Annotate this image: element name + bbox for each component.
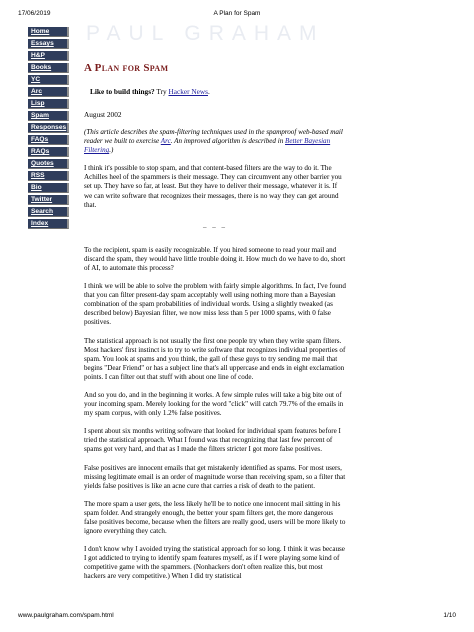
intro-text-b: . An improved algorithm is described in (170, 137, 286, 146)
promo-line (84, 87, 346, 96)
nav-item-home[interactable]: Home (28, 27, 69, 37)
better-bayesian-link[interactable]: Better Bayesian Filtering (84, 137, 331, 155)
print-header (18, 10, 456, 20)
print-footer (18, 612, 456, 622)
article (84, 62, 346, 582)
nav-item-hp[interactable]: H&P (28, 51, 69, 61)
nav-item-arc[interactable]: Arc (28, 87, 69, 97)
nav-item-spam[interactable]: Spam (28, 111, 69, 121)
paragraph-2: To the recipient, spam is easily recognizable. If you hired someone to read your mail and discard the spam, they would have little trouble doing it. How much do we have to do, short of AI, to automate this process? (84, 245, 346, 272)
article-intro (84, 128, 346, 155)
paragraph-6: I spent about six months writing software that looked for individual spam features before I tried the statistical approach. What I found was that recognizing that last few percent of spams got very hard, and that as I made the filters stricter I got more false positives. (84, 427, 341, 454)
paragraph-3: I think we will be able to solve the problem with fairly simple algorithms. In fact, I've found that you can filter present-day spam acceptably well using nothing more than a Bayesian combination of the spam probabilities of individual words. Using a slightly tweaked (as described below) Bayesian filter, we now miss less than 5 per 1000 spams, with 0 false positives. (84, 282, 346, 327)
print-page-title: A Plan for Spam (213, 10, 261, 17)
print-date: 17/06/2019 (18, 10, 51, 17)
nav-item-books[interactable]: Books (28, 63, 69, 73)
article-title: A Plan for Spam (84, 62, 169, 74)
paragraph-4: The statistical approach is not usually the first one people try when they write spam filters. Most hackers' first instinct is to try to write software that recognizes individual properties of spam. You look at spams and you think, the gall of these guys to try sending me mail that begins "Dear Friend" or has a subject line that's all uppercase and ends in eight exclamation points. I can filter out that stuff with about one line of code. (84, 336, 346, 381)
nav-item-rss[interactable]: RSS (28, 171, 69, 181)
nav-item-quotes[interactable]: Quotes (28, 159, 69, 169)
nav-item-lisp[interactable]: Lisp (28, 99, 69, 109)
nav-item-raqs[interactable]: RAQs (28, 147, 69, 157)
paragraph-9: I don't know why I avoided trying the statistical approach for so long. I think it was because I got addicted to trying to identify spam features myself, as if I were playing some kind of competitive game with the spammers. (Nonhackers don't often realize this, but most hackers are very competitive.) When I did try statistical (84, 545, 345, 581)
article-date: August 2002 (84, 110, 122, 119)
paragraph-7: False positives are innocent emails that get mistakenly identified as spams. For most users, missing legitimate email is an order of magnitude worse than receiving spam, so a filter that yields false positives is like an acne cure that carries a risk of death to the patient. (84, 463, 346, 490)
nav-item-index[interactable]: Index (28, 219, 69, 229)
intro-text-c: .) (109, 146, 114, 155)
nav-item-yc[interactable]: YC (28, 75, 69, 85)
paragraph-5: And so you do, and in the beginning it works. A few simple rules will take a big bite out of your incoming spam. Merely looking for the word "click" will catch 79.7% of the emails in my spam corpus, with only 1.2% false positives. (84, 390, 344, 418)
promo-bold-text: Like to build things? (90, 87, 155, 96)
print-url: www.paulgraham.com/spam.html (18, 612, 114, 619)
hacker-news-link[interactable]: Hacker News (168, 87, 208, 96)
paragraph-1: I think it's possible to stop spam, and that content-based filters are the way to do it. The Achilles heel of the spammers is their message. They can circumvent any other barrier you set up. They have so far, at least. But they have to deliver their message, whatever it is. If we can write software that recognizes their messages, there is no way they can get around that. (84, 164, 342, 209)
nav-item-essays[interactable]: Essays (28, 39, 69, 49)
promo-try-text: Try (154, 87, 169, 96)
promo-period: . (208, 87, 210, 96)
site-nav (28, 27, 69, 231)
print-page-number: 1/10 (443, 612, 456, 619)
paragraph-8: The more spam a user gets, the less likely he'll be to notice one innocent mail sitting in his spam folder. And strangely enough, the better your spam filters get, the more dangerous false positives become, because when the filters are really good, users will be more likely to ignore everything they catch. (84, 499, 346, 536)
arc-link[interactable]: Arc (160, 137, 171, 146)
nav-item-faqs[interactable]: FAQs (28, 135, 69, 145)
nav-item-responses[interactable]: Responses (28, 123, 69, 133)
intro-text-a: (This article describes the spam-filtering techniques used in the spamproof web-based mail reader we built to exercise (84, 128, 343, 146)
site-banner: PAUL GRAHAM (86, 22, 325, 45)
section-separator: _ _ _ (203, 220, 227, 229)
nav-item-search[interactable]: Search (28, 207, 69, 217)
nav-item-bio[interactable]: Bio (28, 183, 69, 193)
nav-item-twitter[interactable]: Twitter (28, 195, 69, 205)
